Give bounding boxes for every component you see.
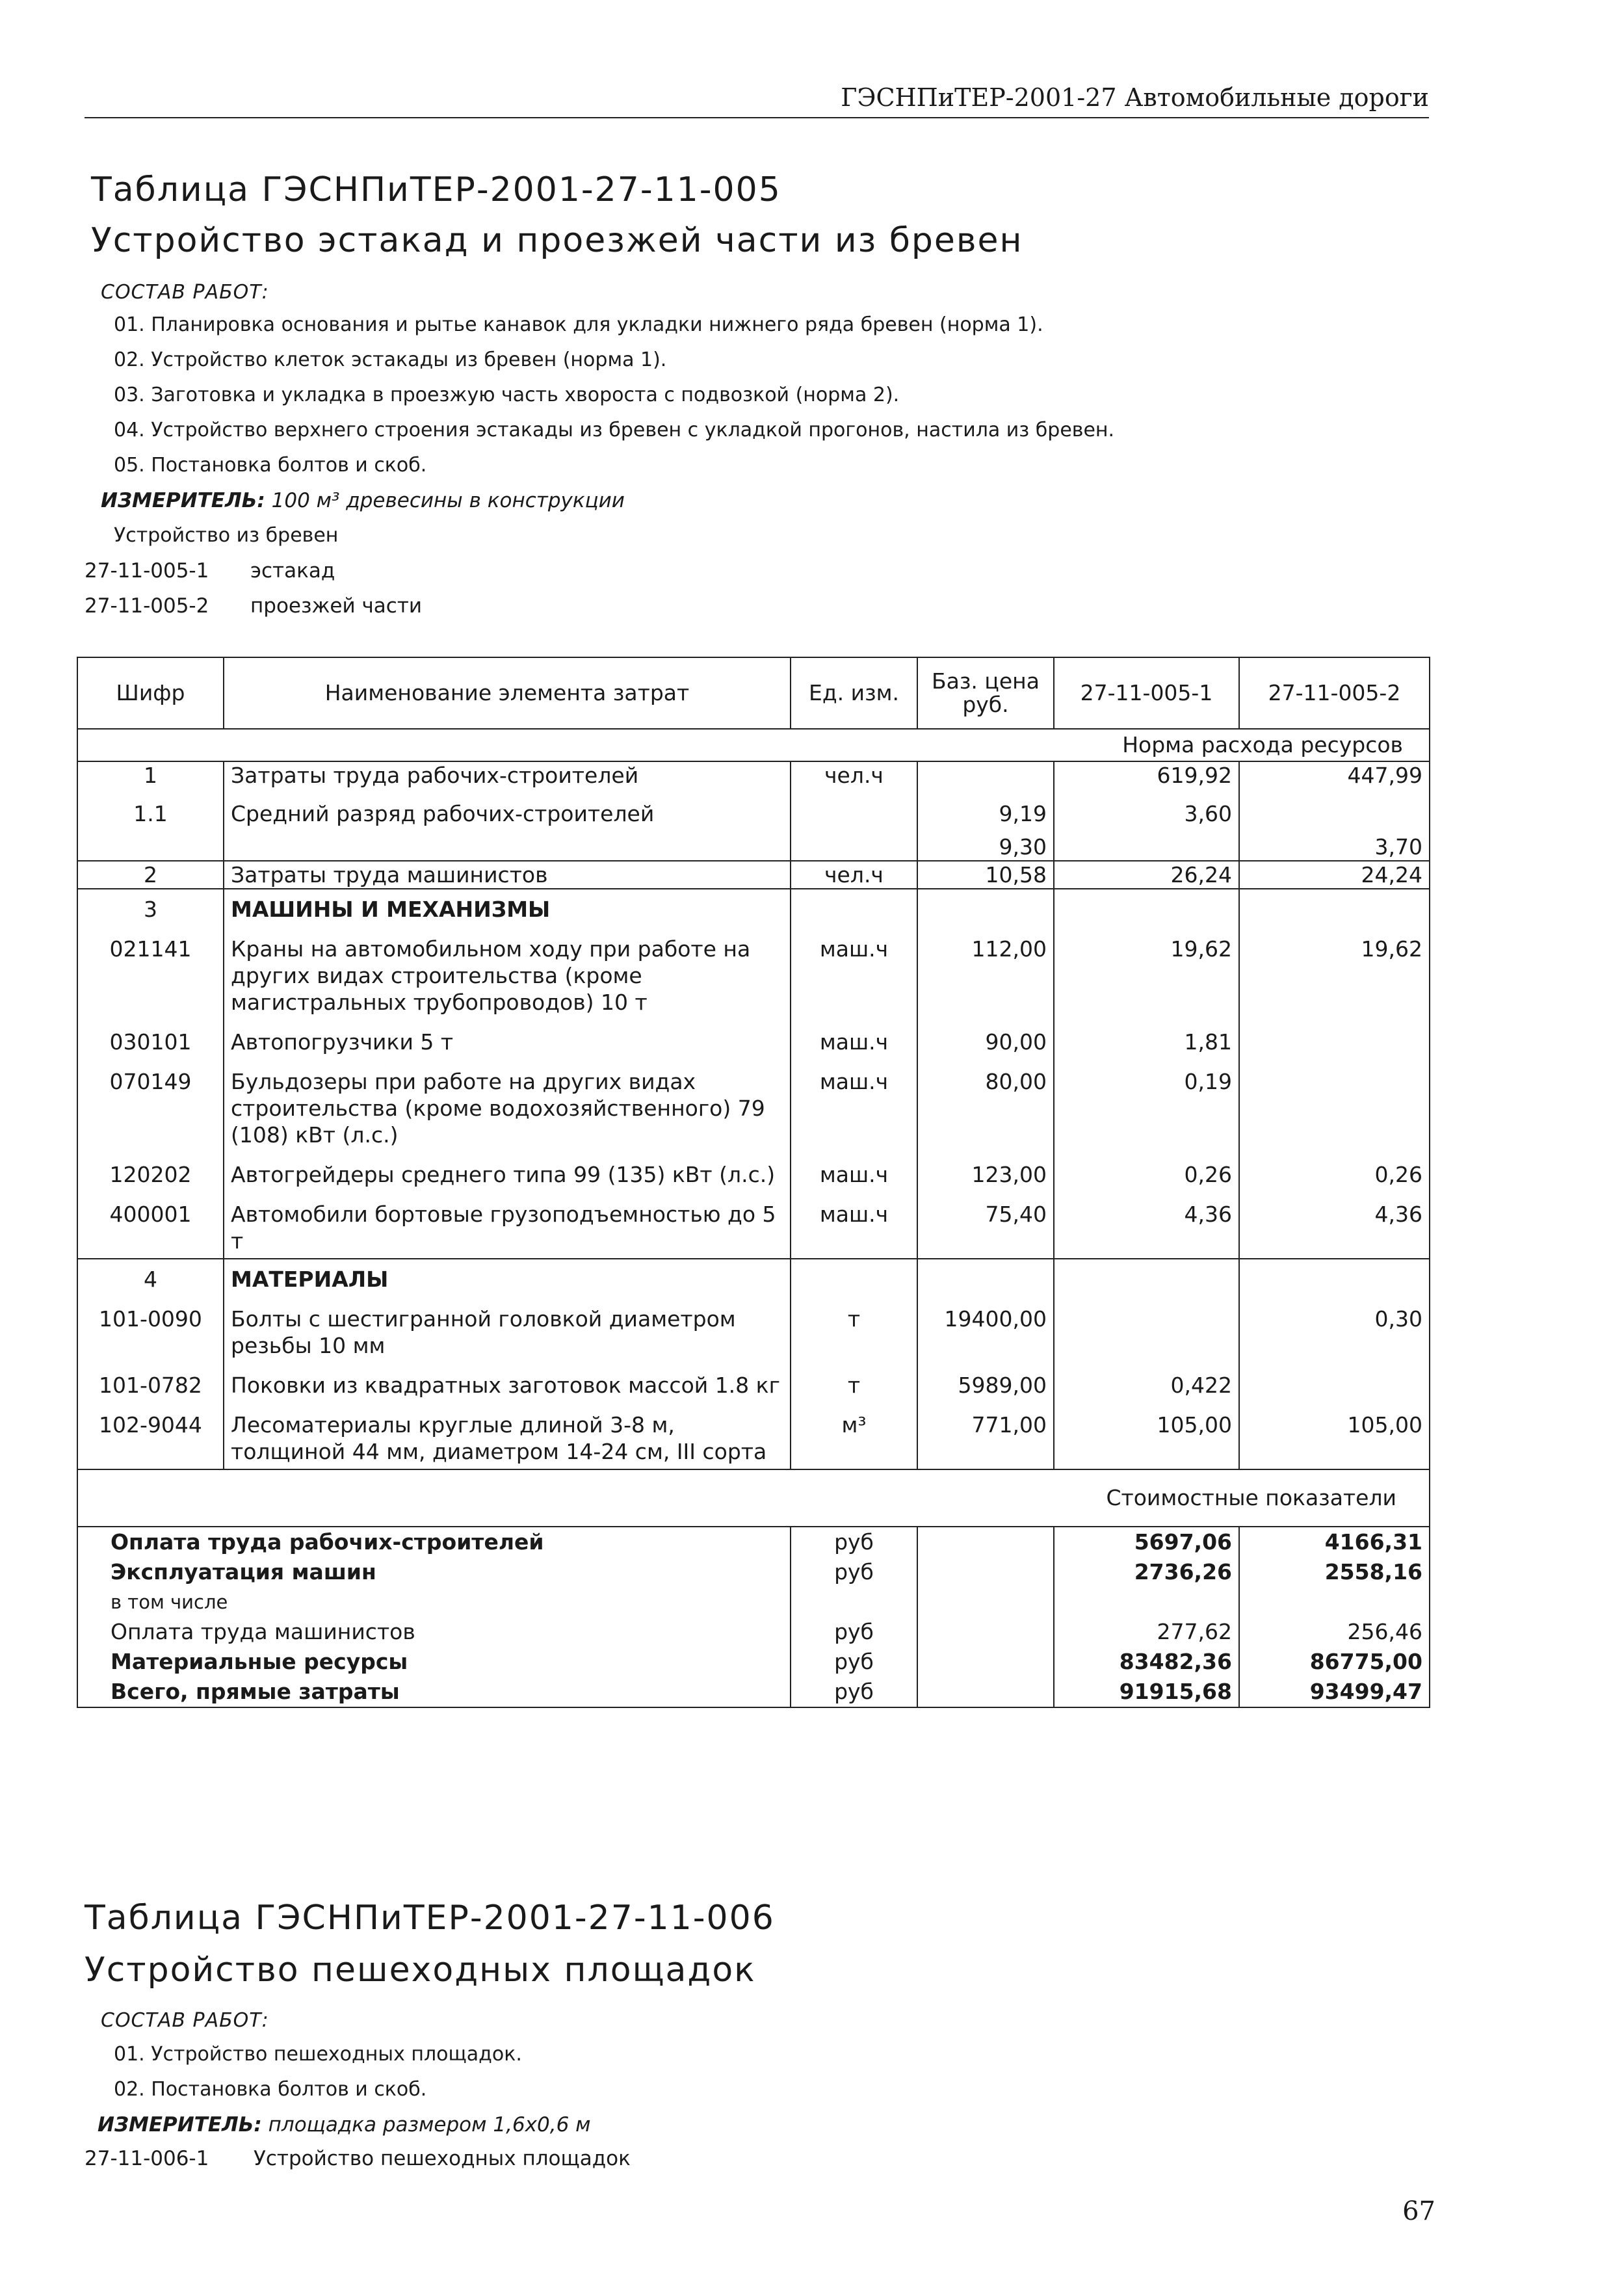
row-price: 123,00 — [917, 1148, 1054, 1188]
row-value-2: 0,26 — [1239, 1148, 1430, 1188]
section-row — [77, 1259, 1430, 1293]
row-cipher: 102-9044 — [77, 1399, 224, 1469]
table1-work-item: 04. Устройство верхнего строения эстакады из бревен с укладкой прогонов, настила из бревен. — [114, 419, 1115, 441]
row-value-2: 105,00 — [1239, 1399, 1430, 1469]
resource-table — [77, 657, 1430, 1708]
empty-cell — [791, 1259, 917, 1293]
cost-unit: руб — [791, 1617, 917, 1647]
cost-unit: руб — [791, 1677, 917, 1707]
row-value-2: 0,30 — [1239, 1293, 1430, 1359]
row-name: Болты с шестигранной головкой диаметром резьбы 10 мм — [224, 1293, 791, 1359]
row-unit: т — [791, 1293, 917, 1359]
row-unit: маш.ч — [791, 1055, 917, 1148]
table-row — [77, 861, 1430, 889]
table1-title: Таблица ГЭСНПиТЕР-2001-27-11-005 — [91, 170, 781, 209]
cost-name: Оплата труда машинистов — [77, 1617, 791, 1647]
section-row — [77, 889, 1430, 923]
row-cipher: 101-0782 — [77, 1359, 224, 1399]
row-cipher: 400001 — [77, 1188, 224, 1259]
header-name: Наименование элемента затрат — [224, 657, 791, 729]
row-name: Затраты труда рабочих-строителей — [224, 761, 791, 789]
page-number: 67 — [1402, 2196, 1435, 2226]
table-row — [77, 1055, 1430, 1148]
row-value-1: 1,81 — [1054, 1016, 1239, 1055]
row-value-1: 105,00 — [1054, 1399, 1239, 1469]
table-header-row — [77, 657, 1430, 729]
cost-value-2: 86775,00 — [1239, 1647, 1430, 1677]
row-value-2: 4,36 — [1239, 1188, 1430, 1259]
cost-row — [77, 1617, 1430, 1647]
measure-value: 100 м³ древесины в конструкции — [271, 489, 625, 512]
row-unit: м³ — [791, 1399, 917, 1469]
table1-code-name: эстакад — [250, 559, 335, 583]
row-cipher: 101-0090 — [77, 1293, 224, 1359]
cost-value-2: 93499,47 — [1239, 1677, 1430, 1707]
row-value-1: 619,92 — [1054, 761, 1239, 789]
row-price: 10,58 — [917, 861, 1054, 889]
cost-value-1: 2736,26 — [1054, 1557, 1239, 1587]
row-price: 80,00 — [917, 1055, 1054, 1148]
table1-works-heading: СОСТАВ РАБОТ: — [101, 281, 269, 304]
table1-code: 27-11-005-2 — [85, 594, 209, 618]
header-col1: 27-11-005-1 — [1054, 657, 1239, 729]
table1-work-item: 01. Планировка основания и рытье канавок для укладки нижнего ряда бревен (норма 1). — [114, 313, 1043, 336]
row-unit: чел.ч — [791, 761, 917, 789]
row-name: Краны на автомобильном ходу при работе на других видах строительства (кроме магистральных трубопроводов) 10 т — [224, 923, 791, 1016]
table2-work-item: 01. Устройство пешеходных площадок. — [114, 2043, 522, 2066]
row-value-1 — [1054, 1293, 1239, 1359]
row-value-1 — [1054, 827, 1239, 861]
row-price: 75,40 — [917, 1188, 1054, 1259]
empty-cell — [1054, 889, 1239, 923]
norm-banner: Норма расхода ресурсов — [77, 729, 1430, 761]
table1-work-item: 05. Постановка болтов и скоб. — [114, 454, 427, 477]
table2-title: Таблица ГЭСНПиТЕР-2001-27-11-006 — [85, 1899, 775, 1938]
row-value-2: 447,99 — [1239, 761, 1430, 789]
row-name: Автопогрузчики 5 т — [224, 1016, 791, 1055]
table-row — [77, 1148, 1430, 1188]
section-title: МАШИНЫ И МЕХАНИЗМЫ — [224, 889, 791, 923]
table-row — [77, 1188, 1430, 1259]
measure-label: ИЗМЕРИТЕЛЬ: — [101, 489, 265, 512]
cost-unit: руб — [791, 1647, 917, 1677]
table1-code-name: проезжей части — [250, 594, 423, 618]
section-title: МАТЕРИАЛЫ — [224, 1259, 791, 1293]
row-name: Средний разряд рабочих-строителей — [224, 789, 791, 827]
header-cipher: Шифр — [77, 657, 224, 729]
table2-works-heading: СОСТАВ РАБОТ: — [101, 2009, 269, 2032]
row-cipher: 030101 — [77, 1016, 224, 1055]
empty-cell — [917, 1587, 1054, 1617]
row-cipher: 1.1 — [77, 789, 224, 827]
empty-cell — [791, 889, 917, 923]
cost-unit: руб — [791, 1527, 917, 1557]
row-cipher: 3 — [77, 889, 224, 923]
table-row — [77, 1399, 1430, 1469]
row-price: 112,00 — [917, 923, 1054, 1016]
cost-row — [77, 1647, 1430, 1677]
row-name: Бульдозеры при работе на других видах строительства (кроме водохозяйственного) 79 (108) кВт (л.с.) — [224, 1055, 791, 1148]
header-price: Баз. цена руб. — [917, 657, 1054, 729]
cost-row — [77, 1587, 1430, 1617]
row-cipher: 021141 — [77, 923, 224, 1016]
norm-banner-row — [77, 729, 1430, 761]
empty-cell — [917, 1557, 1054, 1587]
table1-work-item: 02. Устройство клеток эстакады из бревен (норма 1). — [114, 348, 667, 371]
row-value-2 — [1239, 1055, 1430, 1148]
row-price: 5989,00 — [917, 1359, 1054, 1399]
row-price: 9,30 — [917, 827, 1054, 861]
row-value-2: 3,70 — [1239, 827, 1430, 861]
cost-name: Всего, прямые затраты — [77, 1677, 791, 1707]
cost-value-1: 83482,36 — [1054, 1647, 1239, 1677]
table2-subtitle: Устройство пешеходных площадок — [85, 1951, 756, 1990]
row-value-2: 24,24 — [1239, 861, 1430, 889]
cost-row — [77, 1677, 1430, 1707]
row-cipher: 2 — [77, 861, 224, 889]
table1-measure — [101, 489, 625, 512]
row-value-2: 19,62 — [1239, 923, 1430, 1016]
cost-banner: Стоимостные показатели — [77, 1469, 1430, 1527]
table-row — [77, 1359, 1430, 1399]
row-unit: маш.ч — [791, 1188, 917, 1259]
table-row — [77, 827, 1430, 861]
row-cipher — [77, 827, 224, 861]
row-value-1: 0,19 — [1054, 1055, 1239, 1148]
row-cipher: 070149 — [77, 1055, 224, 1148]
empty-cell — [1054, 1259, 1239, 1293]
cost-name: в том числе — [77, 1587, 791, 1617]
table1-group-label: Устройство из бревен — [114, 524, 339, 547]
row-value-1: 4,36 — [1054, 1188, 1239, 1259]
table2-code-name: Устройство пешеходных площадок — [254, 2147, 631, 2170]
header-unit: Ед. изм. — [791, 657, 917, 729]
header-rule — [85, 117, 1429, 118]
table-row — [77, 1016, 1430, 1055]
table-row — [77, 1293, 1430, 1359]
table2-code: 27-11-006-1 — [85, 2147, 209, 2170]
cost-banner-row — [77, 1469, 1430, 1527]
cost-unit — [791, 1587, 917, 1617]
cost-unit: руб — [791, 1557, 917, 1587]
cost-value-2: 4166,31 — [1239, 1527, 1430, 1557]
row-price — [917, 761, 1054, 789]
row-value-2 — [1239, 1016, 1430, 1055]
table2-measure — [98, 2113, 591, 2137]
cost-value-1: 277,62 — [1054, 1617, 1239, 1647]
row-value-1: 0,422 — [1054, 1359, 1239, 1399]
empty-cell — [917, 1527, 1054, 1557]
row-cipher: 1 — [77, 761, 224, 789]
running-header: ГЭСНПиТЕР-2001-27 Автомобильные дороги — [841, 83, 1429, 112]
row-name: Лесоматериалы круглые длиной 3-8 м, толщиной 44 мм, диаметром 14-24 см, III сорта — [224, 1399, 791, 1469]
row-value-2 — [1239, 1359, 1430, 1399]
empty-cell — [917, 1617, 1054, 1647]
measure-value: площадка размером 1,6x0,6 м — [268, 2113, 591, 2137]
header-col2: 27-11-005-2 — [1239, 657, 1430, 729]
empty-cell — [917, 1647, 1054, 1677]
row-unit: т — [791, 1359, 917, 1399]
row-value-1: 19,62 — [1054, 923, 1239, 1016]
row-unit — [791, 827, 917, 861]
row-price: 90,00 — [917, 1016, 1054, 1055]
row-name — [224, 827, 791, 861]
cost-value-2: 2558,16 — [1239, 1557, 1430, 1587]
row-value-1: 26,24 — [1054, 861, 1239, 889]
table-row — [77, 761, 1430, 789]
cost-value-2: 256,46 — [1239, 1617, 1430, 1647]
row-unit: маш.ч — [791, 1148, 917, 1188]
row-cipher: 120202 — [77, 1148, 224, 1188]
empty-cell — [1239, 889, 1430, 923]
table-row — [77, 923, 1430, 1016]
cost-name: Оплата труда рабочих-строителей — [77, 1527, 791, 1557]
cost-name: Материальные ресурсы — [77, 1647, 791, 1677]
table2-work-item: 02. Постановка болтов и скоб. — [114, 2078, 427, 2101]
row-value-1: 0,26 — [1054, 1148, 1239, 1188]
table1-subtitle: Устройство эстакад и проезжей части из бревен — [91, 221, 1023, 260]
row-name: Поковки из квадратных заготовок массой 1.8 кг — [224, 1359, 791, 1399]
row-price: 19400,00 — [917, 1293, 1054, 1359]
row-value-2 — [1239, 789, 1430, 827]
row-price: 771,00 — [917, 1399, 1054, 1469]
cost-row — [77, 1557, 1430, 1587]
row-price: 9,19 — [917, 789, 1054, 827]
table-row — [77, 789, 1430, 827]
cost-value-1 — [1054, 1587, 1239, 1617]
row-unit: чел.ч — [791, 861, 917, 889]
measure-label: ИЗМЕРИТЕЛЬ: — [98, 2113, 262, 2137]
row-name: Затраты труда машинистов — [224, 861, 791, 889]
table1-work-item: 03. Заготовка и укладка в проезжую часть хвороста с подвозкой (норма 2). — [114, 384, 900, 406]
cost-value-1: 91915,68 — [1054, 1677, 1239, 1707]
row-name: Автогрейдеры среднего типа 99 (135) кВт (л.с.) — [224, 1148, 791, 1188]
row-unit: маш.ч — [791, 1016, 917, 1055]
row-unit — [791, 789, 917, 827]
cost-value-2 — [1239, 1587, 1430, 1617]
table1-code: 27-11-005-1 — [85, 559, 209, 583]
row-value-1: 3,60 — [1054, 789, 1239, 827]
row-name: Автомобили бортовые грузоподъемностью до 5 т — [224, 1188, 791, 1259]
cost-value-1: 5697,06 — [1054, 1527, 1239, 1557]
row-cipher: 4 — [77, 1259, 224, 1293]
cost-row — [77, 1527, 1430, 1557]
cost-name: Эксплуатация машин — [77, 1557, 791, 1587]
empty-cell — [917, 1677, 1054, 1707]
row-unit: маш.ч — [791, 923, 917, 1016]
empty-cell — [917, 1259, 1054, 1293]
empty-cell — [917, 889, 1054, 923]
empty-cell — [1239, 1259, 1430, 1293]
